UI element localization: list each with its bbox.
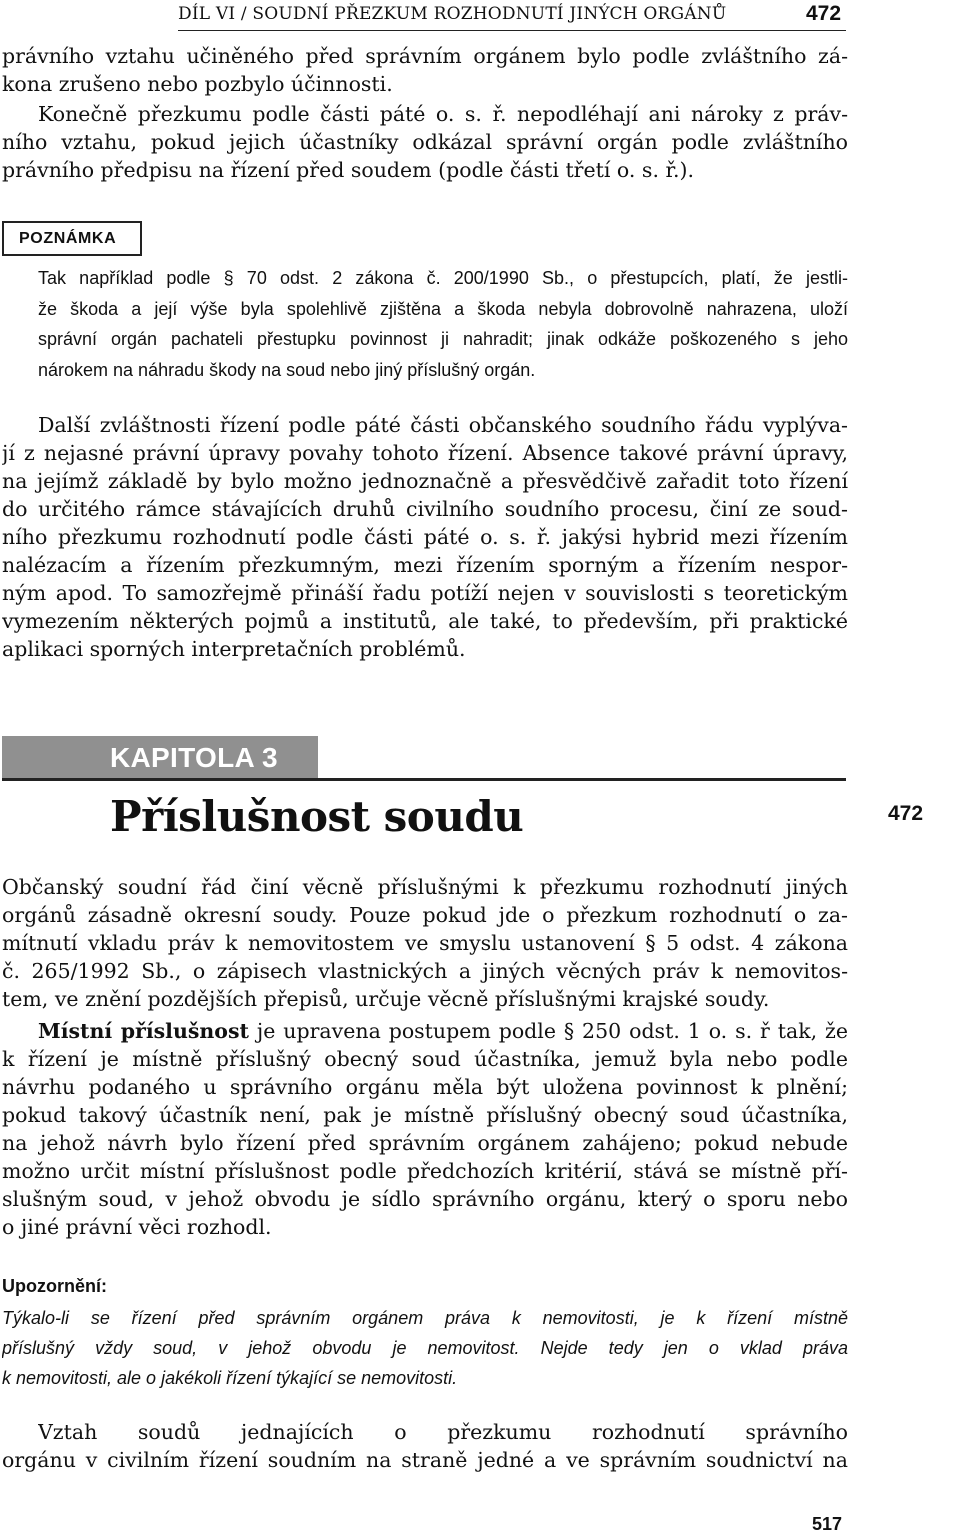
text-line: Vztah soudů jednajících o přezkumu rozhodnutí správního (38, 1420, 848, 1444)
paragraph-5 (38, 1017, 848, 1045)
paragraph-3-cont (2, 439, 848, 663)
page-number-top: 472 (806, 2, 842, 25)
text-line: možno určit místní příslušnost podle předchozích kritérií, stává se místně pří- (2, 1159, 848, 1183)
text-line: na jejímž základě by bylo možno jednoznačně a přesvědčivě zařadit toto řízení (2, 469, 848, 493)
text-line: pokud takový účastník není, pak je místně příslušný obecný soud účastníka, (2, 1103, 848, 1127)
text-line: do určitého rámce stávajících druhů civilního soudního procesu, činí ze soud- (2, 497, 848, 521)
text-line: aplikaci sporných interpretačních problémů. (2, 637, 466, 661)
text-line: orgánu v civilním řízení soudním na straně jedné a ve správním soudnictví na (2, 1448, 848, 1472)
text-line: že škoda a její výše byla spolehlivě zjištěna a škoda nebyla dobrovolně nahrazena, uloží (38, 298, 848, 319)
text-line: příslušný vždy soud, v jehož obvodu je nemovitost. Nejde tedy jen o vklad práva (2, 1338, 848, 1358)
text-line: k řízení je místně příslušný obecný soud účastníka, jemuž byla nebo podle (2, 1047, 848, 1071)
paragraph-5-cont (2, 1045, 848, 1241)
text-line: č. 265/1992 Sb., o zápisech vlastnických a jiných věcných práv k nemovitos- (2, 959, 848, 983)
text-line: tem, ve znění pozdějších přepisů, určuje věcně příslušnými krajské soudy. (2, 987, 770, 1011)
warning-text (2, 1303, 848, 1393)
text-line: na jehož návrh bylo řízení před správním orgánem zahájeno; pokud nebude (2, 1131, 848, 1155)
text-line: návrhu podaného u správního orgánu měla být uložena povinnost k plnění; (2, 1075, 848, 1099)
text-line: ným apod. To samozřejmě přináší řadu potíží nejen v souvislosti s teoretickým (2, 581, 848, 605)
chapter-title: Příslušnost soudu (110, 792, 524, 841)
text-line: Konečně přezkumu podle části páté o. s. ř. nepodléhají ani nároky z práv- (38, 102, 848, 126)
text-line: Další zvláštnosti řízení podle páté části občanského soudního řádu vyplýva- (38, 413, 848, 437)
text-line: ního přezkumu rozhodnutí podle části páté o. s. ř. jakýsi hybrid mezi řízením (2, 525, 848, 549)
paragraph-2 (38, 100, 848, 128)
paragraph-3 (38, 411, 848, 439)
chapter-label: KAPITOLA 3 (110, 742, 278, 773)
paragraph-1 (2, 42, 848, 98)
text-line: právního vztahu učiněného před správním orgánem bylo podle zvláštního zá- (2, 44, 848, 68)
text-line: Tak například podle § 70 odst. 2 zákona č. 200/1990 Sb., o přestupcích, platí, že jestli- (38, 268, 848, 288)
paragraph-6 (38, 1418, 848, 1446)
header-rule (178, 30, 846, 31)
paragraph-2-cont (2, 128, 848, 184)
text-line: nárokem na náhradu škody na soud nebo jiný příslušný orgán. (38, 359, 536, 380)
text-line: jí z nejasné právní úpravy povahy tohoto řízení. Absence takové právní úpravy, (2, 441, 848, 465)
paragraph-4 (2, 873, 848, 1013)
text-line: Občanský soudní řád činí věcně příslušnými k přezkumu rozhodnutí jiných (2, 875, 848, 899)
chapter-rule (2, 778, 846, 781)
page-number-bottom: 517 (812, 1514, 843, 1534)
note-text (38, 263, 848, 385)
text-line: nalézacím a řízením přezkumným, mezi řízením sporným a řízením nespor- (2, 553, 848, 577)
text-line: kona zrušeno nebo pozbylo účinnosti. (2, 72, 393, 96)
text-line (38, 1017, 848, 1045)
bold-term: Místní příslušnost (38, 1019, 249, 1043)
text-line: mítnutí vkladu práv k nemovitostem ve smyslu ustanovení § 5 odst. 4 zákona (2, 931, 848, 955)
text-line: o jiné právní věci rozhodl. (2, 1215, 272, 1239)
running-head: DÍL VI / SOUDNÍ PŘEZKUM ROZHODNUTÍ JINÝCH ORGÁNŮ (178, 4, 727, 24)
note-label (2, 221, 142, 256)
text-line: k nemovitosti, ale o jakékoli řízení týkající se nemovitosti. (2, 1368, 458, 1388)
text-line: právního předpisu na řízení před soudem (podle části třetí o. s. ř.). (2, 158, 695, 182)
text-line: vymezením některých pojmů a institutů, ale také, to především, při praktické (2, 609, 848, 633)
text-line: orgánů zásadně okresní soudy. Pouze pokud jde o přezkum rozhodnutí o za- (2, 903, 848, 927)
note-label-text: POZNÁMKA (19, 229, 117, 247)
text-line-rest: je upravena postupem podle § 250 odst. 1 o. s. ř tak, že (249, 1019, 848, 1043)
text-line: Týkalo-li se řízení před správním orgánem práva k nemovitosti, je k řízení místně (2, 1308, 848, 1328)
text-line: správní orgán pachateli přestupku povinnost ji nahradit; jinak odkáže poškozeného s jeho (38, 329, 848, 349)
text-line: ního vztahu, pokud jejich účastníky odkázal správní orgán podle zvláštního (2, 130, 848, 154)
warning-title: Upozornění: (2, 1276, 107, 1296)
margin-number: 472 (888, 802, 924, 825)
text-line: slušným soud, v jehož obvodu je sídlo správního orgánu, který o sporu nebo (2, 1187, 848, 1211)
paragraph-6-cont (2, 1446, 848, 1474)
